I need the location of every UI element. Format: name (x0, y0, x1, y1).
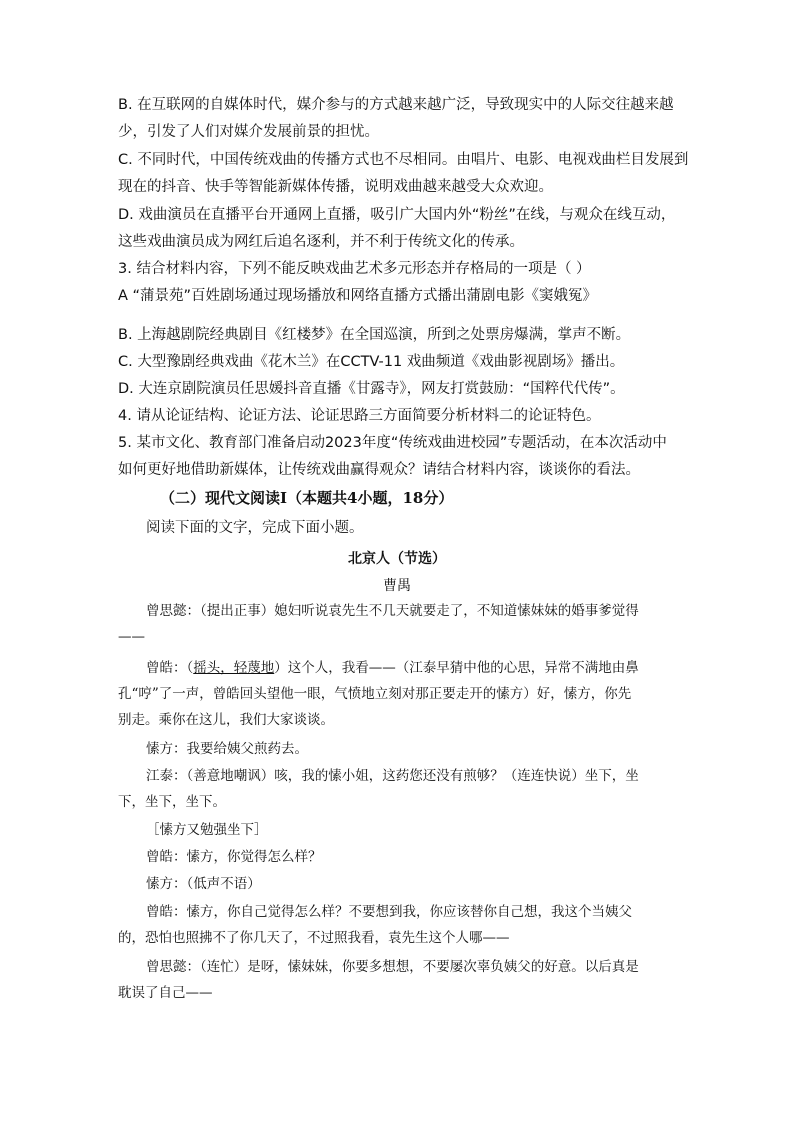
q2-option-b-line1: B. 在互联网的自媒体时代，媒介参与的方式越来越广泛，导致现实中的人际交往越来越 (118, 97, 674, 113)
underlined-phrase: 摇头，轻蔑地 (193, 660, 275, 676)
q5-line2: 如何更好地借助新媒体，让传统戏曲赢得观众？请结合材料内容，谈谈你的看法。 (118, 462, 640, 478)
excerpt-line-2: —— (118, 629, 145, 645)
excerpt-line-15: 耽误了自己—— (118, 985, 213, 1001)
section-heading: （二）现代文阅读Ⅰ（本题共4小题，18分） (160, 489, 454, 507)
q3-option-a: A “蒲景苑”百姓剧场通过现场播放和网络直播方式播出蒲剧电影《窦娥冤》 (118, 288, 598, 304)
excerpt-line-12: 曾皓：愫方，你自己觉得怎么样？不要想到我，你应该替你自己想，我这个当姨父 (146, 904, 632, 920)
excerpt-line-7: 江泰：（善意地嘲讽）咳，我的愫小姐，这药您还没有煎够？（连连快说）坐下，坐 (146, 768, 639, 784)
excerpt-title: 北京人（节选） (348, 551, 446, 567)
reading-instruction: 阅读下面的文字，完成下面小题。 (146, 520, 364, 536)
excerpt-line-3 (146, 658, 639, 678)
excerpt-line-3-end: ）这个人，我看——（江泰早猜中他的心思，异常不满地由鼻 (274, 660, 639, 676)
excerpt-stage-direction: ［愫方又勉强坐下］ (146, 822, 268, 838)
excerpt-line-11: 愫方：（低声不语） (146, 876, 261, 892)
excerpt-line-1: 曾思懿：（提出正事）媳妇听说袁先生不几天就要走了，不知道愫妹妹的婚事爹觉得 (146, 603, 639, 619)
excerpt-line-4: 孔“哼”了一声，曾皓回头望他一眼，气愤地立刻对那正要走开的愫方）好，愫方，你先 (118, 686, 632, 702)
excerpt-line-14: 曾思懿：（连忙）是呀，愫妹妹，你要多想想，不要屡次辜负姨父的好意。以后真是 (146, 959, 639, 975)
excerpt-author: 曹禺 (383, 578, 411, 594)
q5-line1: 5. 某市文化、教育部门准备启动2023年度“传统戏曲进校园”专题活动，在本次活动中 (118, 435, 667, 451)
excerpt-line-5: 别走。乘你在这儿，我们大家谈谈。 (118, 712, 334, 728)
q3-stem: 3. 结合材料内容，下列不能反映戏曲艺术多元形态并存格局的一项是（ ） (118, 261, 591, 277)
excerpt-line-8: 下，坐下，坐下。 (118, 794, 226, 810)
q4: 4. 请从论证结构、论证方法、论证思路三方面简要分析材料二的论证特色。 (118, 408, 601, 424)
q2-option-c-line2: 现在的抖音、快手等智能新媒体传播，说明戏曲越来越受大众欢迎。 (118, 179, 553, 195)
excerpt-line-13: 的，恐怕也照拂不了你几天了，不过照我看，袁先生这个人哪—— (118, 930, 510, 946)
excerpt-line-3-start: 曾皓：（ (146, 660, 194, 676)
excerpt-line-6: 愫方：我要给姨父煎药去。 (146, 741, 308, 757)
q3-option-d: D. 大连京剧院演员任思媛抖音直播《甘露寺》，网友打赏鼓励：“国粹代代传”。 (118, 381, 625, 397)
q2-option-c-line1: C. 不同时代，中国传统戏曲的传播方式也不尽相同。由唱片、电影、电视戏曲栏目发展到 (118, 152, 689, 168)
q2-option-b-line2: 少，引发了人们对媒介发展前景的担忧。 (118, 124, 379, 140)
q3-option-b: B. 上海越剧院经典剧目《红楼梦》在全国巡演，所到之处票房爆满，掌声不断。 (118, 327, 631, 343)
q2-option-d-line1: D. 戏曲演员在直播平台开通网上直播，吸引广大国内外“粉丝”在线，与观众在线互动， (118, 207, 676, 223)
excerpt-line-10: 曾皓：愫方，你觉得怎么样？ (146, 849, 322, 865)
q2-option-d-line2: 这些戏曲演员成为网红后追名逐利，并不利于传统文化的传承。 (118, 234, 524, 250)
q3-option-c: C. 大型豫剧经典戏曲《花木兰》在CCTV-11 戏曲频道《戏曲影视剧场》播出。 (118, 354, 625, 370)
